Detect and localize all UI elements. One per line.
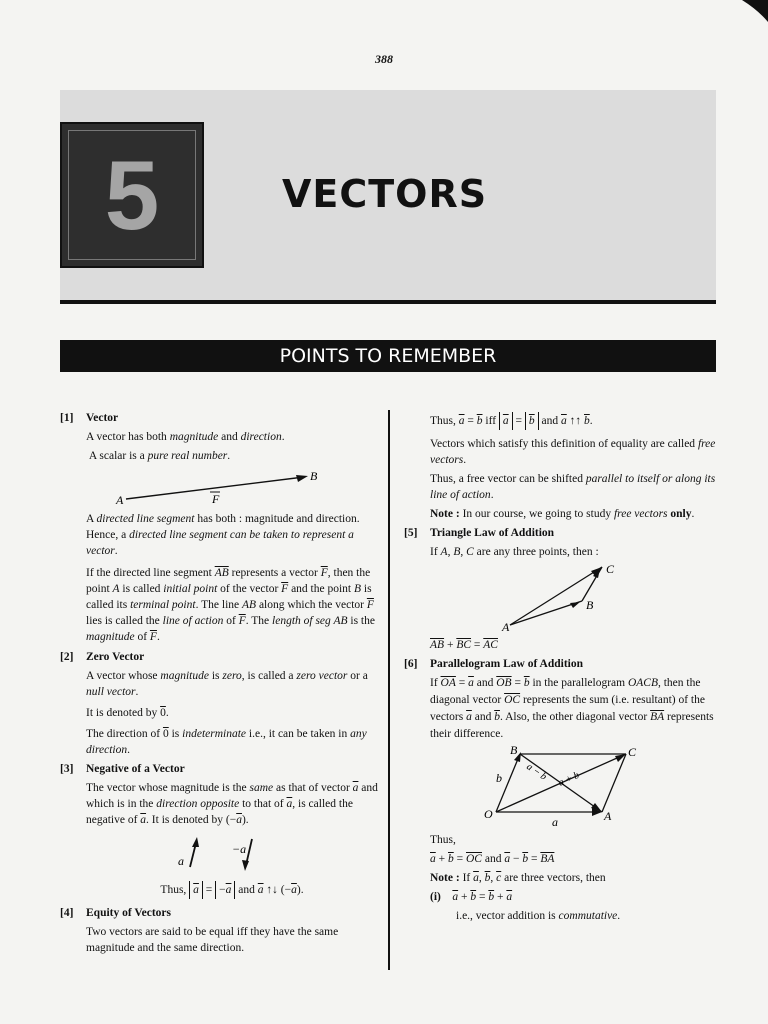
initial-terminal-text: If the directed line segment $\overline{AB}$ represents a vector $\overline{F}$, then the point A is called initial point of the vector $\overline{F}$ and the point B is called its terminal point. The line AB along which the vector $\overline{F}$ lies is called the line of action of $\overline{F}$. The length of seg AB is the magnitude of $\overline{F}$.	[86, 567, 375, 643]
vector-def: A vector has both magnitude and direction.	[86, 431, 285, 443]
zero-vector-notation: It is denoted by 0.	[86, 707, 169, 719]
point-b-label: B	[310, 469, 318, 483]
page-number: 388	[375, 52, 393, 66]
section-5-heading: [5] Triangle Law of Addition	[404, 527, 555, 539]
para-point-o: O	[484, 807, 493, 821]
negative-vector-equation: Thus, $\overline{a} = -\overline{a}$ and $\overline{a}$ ↑↓ $(-\overline{a})$.	[86, 881, 378, 899]
vector-ab-figure	[86, 467, 378, 511]
parallelogram-figure	[430, 746, 720, 830]
scalar-def: A scalar is a pure real number.	[86, 450, 231, 462]
para-sum-label: a + b	[556, 769, 582, 789]
vector-a-label: a	[178, 854, 184, 868]
left-column	[60, 410, 378, 959]
column-divider	[388, 410, 390, 970]
banner-rule	[60, 300, 716, 304]
para-point-c: C	[628, 746, 637, 759]
section-6-heading: [6] Parallelogram Law of Addition	[404, 658, 584, 670]
thus-label: Thus,	[430, 834, 456, 846]
tri-point-a: A	[502, 620, 510, 633]
sum-diff-equation: $\overline{a} + \overline{b} = \overline{OC}$ and $\overline{a} - \overline{b} = \overline{BA}$	[430, 853, 555, 865]
page-corner-mark	[738, 0, 768, 30]
right-column	[404, 412, 720, 927]
parallelogram-law-text: If $\overline{OA} = \overline{a}$ and $\overline{OB} = \overline{b}$ in the parallelogram OACB, then the diagonal vector $\overline{OC}$ represents the sum (i.e. resultant) of the vectors $\overline{a}$ and $\overline{b}$. Also, the other diagonal vector $\overline{BA}$ represents their difference.	[430, 677, 714, 740]
free-vector-shift: Thus, a free vector can be shifted parallel to itself or along its line of action.	[430, 473, 716, 501]
chapter-title: VECTORS	[282, 172, 488, 216]
section-3-heading: [3] Negative of a Vector	[60, 763, 185, 775]
negative-vector-figure	[86, 831, 378, 875]
point-a-label: A	[116, 493, 124, 507]
free-vectors-def: Vectors which satisfy this definition of equality are called free vectors.	[430, 438, 716, 466]
commutative-equation: (i) $\overline{a} + \overline{b} = \overline{b} + \overline{a}$	[430, 891, 513, 903]
zero-vector-direction: The direction of 0 is indeterminate i.e., it can be taken in any direction.	[86, 728, 367, 756]
vector-f-label: F	[212, 492, 220, 506]
section-4-heading: [4] Equity of Vectors	[60, 907, 171, 919]
triangle-law-intro: If A, B, C are any three points, then :	[430, 546, 599, 558]
three-vectors-note: Note : If $\overline{a}$, $\overline{b}$, $\overline{c}$ are three vectors, then	[430, 872, 606, 884]
chapter-number-box	[60, 122, 204, 268]
chapter-number: 5	[104, 140, 160, 250]
course-note: Note : In our course, we going to study free vectors only.	[430, 508, 695, 520]
para-diff-label: a − b	[524, 761, 549, 783]
negative-vector-def: The vector whose magnitude is the same as that of vector $\overline{a}$ and which is in the direction opposite to that of $\overline{a}$, is called the negative of $\overline{a}$. It is denoted by $(-\overline{a})$.	[86, 782, 378, 826]
section-2-heading: [2] Zero Vector	[60, 651, 145, 663]
triangle-law-equation: $\overline{AB} + \overline{BC} = \overline{AC}$	[430, 639, 498, 651]
triangle-law-figure	[430, 563, 720, 633]
para-vector-a: a	[552, 815, 558, 829]
equality-condition: Thus, $\overline{a} = \overline{b}$ iff $\overline{a} = \overline{b}$ and $\overline{a}$ ↑↑ $\overline{b}$.	[430, 412, 720, 430]
para-point-b: B	[510, 746, 518, 757]
zero-vector-def: A vector whose magnitude is zero, is called a zero vector or a null vector.	[86, 670, 368, 698]
para-vector-b: b	[496, 771, 502, 785]
tri-point-c: C	[606, 563, 615, 576]
tri-point-b: B	[586, 598, 594, 612]
equal-vectors-def: Two vectors are said to be equal iff they have the same magnitude and the same direction.	[86, 926, 339, 954]
section-header: POINTS TO REMEMBER	[60, 340, 716, 372]
vector-neg-a-label: −a	[232, 842, 247, 856]
commutative-text: i.e., vector addition is commutative.	[456, 910, 621, 922]
directed-segment-text: A directed line segment has both : magnitude and direction. Hence, a directed line segment can be taken to represent a vector.	[86, 513, 360, 557]
para-point-a: A	[604, 809, 612, 823]
section-1-heading: [1] Vector	[60, 412, 119, 424]
